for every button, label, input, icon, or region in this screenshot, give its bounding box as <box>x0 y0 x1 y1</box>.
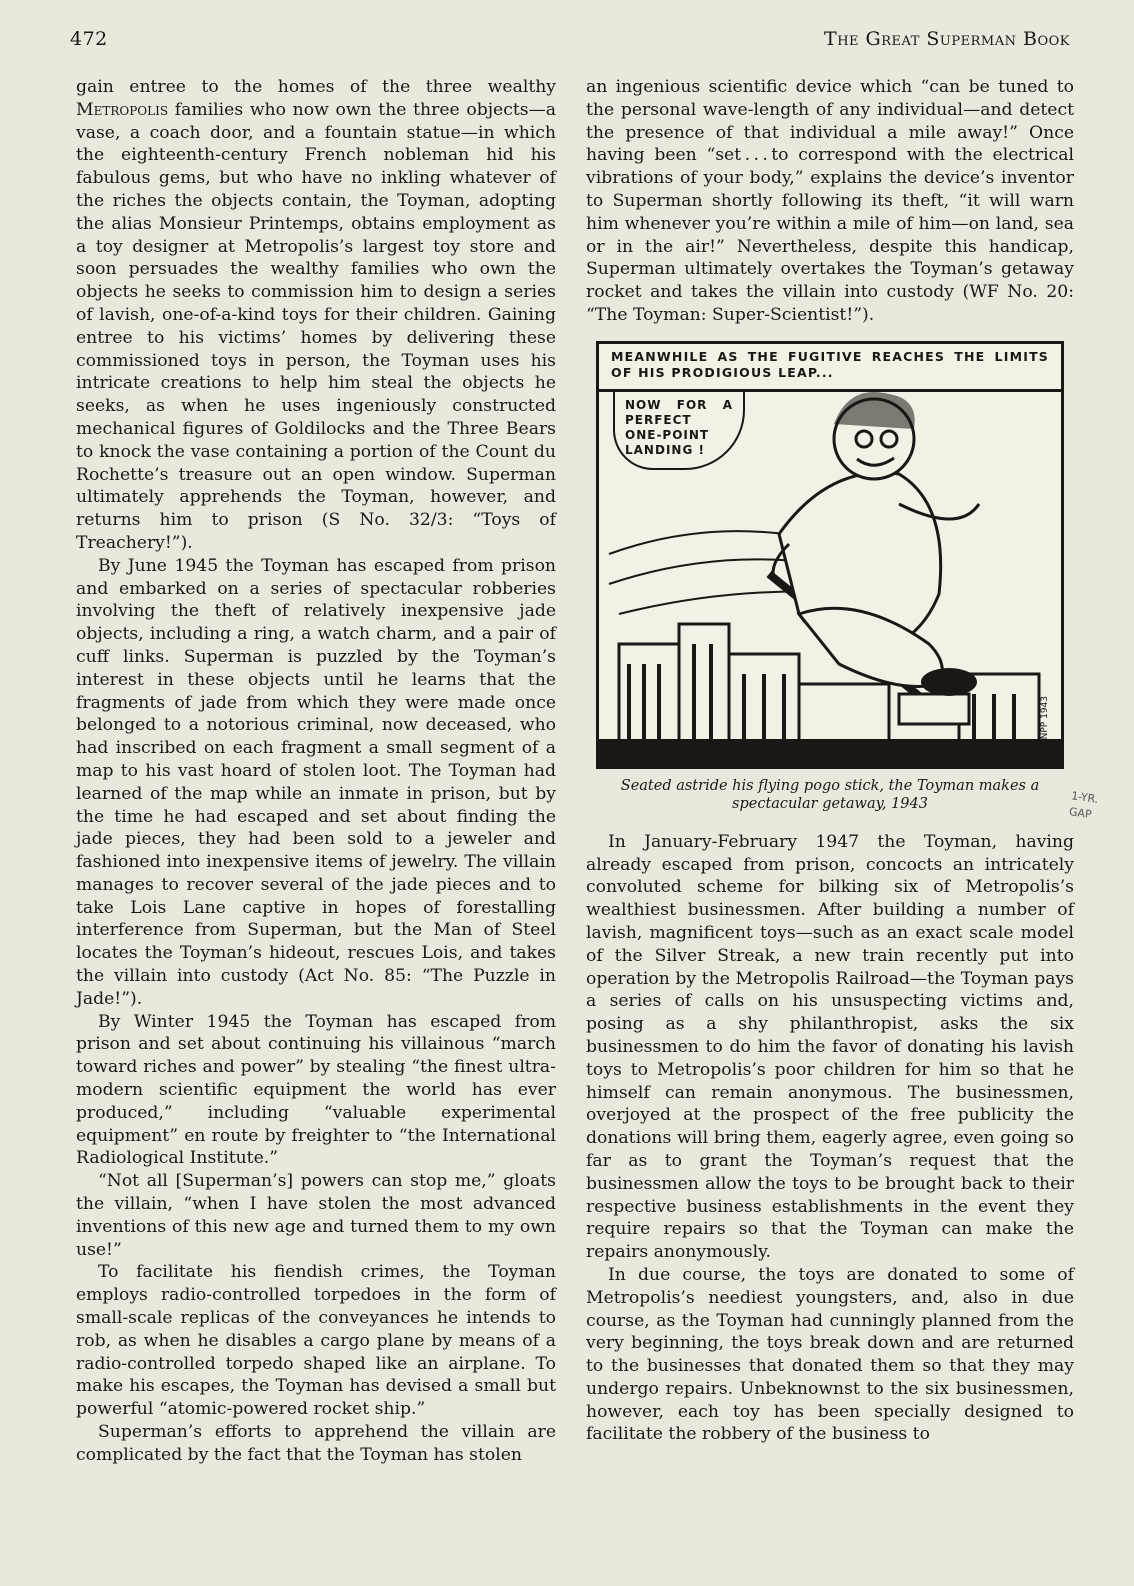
running-head: The Great Superman Book <box>824 28 1070 50</box>
text-run: families who now own the three objects—a vase, a coach door, and a fountain statue—in which the eighteenth-century French nobleman hid his fabulous gems, but who have no inkling whatever of the riches the objects contain, the Toyman, adopting the alias Monsieur Printemps, obtains employment as a toy designer at Metropolis’s largest toy store and soon persuades the wealthy families who own the objects he seeks to commission him to design a series of lavish, one-of-a-kind toys for their children. Gaining entree to his victims’ homes by delivering these commissioned toys in person, the Toyman uses his intricate creations to help him steal the objects he seeks, as when he uses ingeniously constructed mechanical figures of Goldilocks and the Three Bears to knock the vase containing a portion of the Count du Rochette’s treasure out an open window. Superman ultimately apprehends the Toyman, however, and returns him to prison (S No. 32/3: “Toys of Treachery!”). <box>76 99 556 553</box>
text-run: gain entree to the homes of the three wealthy <box>76 77 556 97</box>
figure-caption: Seated astride his flying pogo stick, the Toyman makes a spectacular getaway, 1943 <box>620 777 1040 812</box>
paragraph: “Not all [Superman’s] powers can stop me,” gloats the villain, “when I have stolen the most advanced inventions of this new age and turned them to my own use!” <box>76 1171 556 1260</box>
handwritten-margin-note <box>1068 788 1099 823</box>
page-number: 472 <box>70 28 108 50</box>
margin-note-line: 1-YR. <box>1070 789 1100 806</box>
paragraph <box>76 76 556 555</box>
text-run-smallcaps: Metropolis <box>76 99 169 120</box>
paragraph: In due course, the toys are donated to some of Metropolis’s neediest youngsters, and, also in due course, as the Toyman had cunningly planned from the very beginning, the toys break down and are returned to the businesses that donated them so that they may undergo repairs. Unbeknownst to the six businessmen, however, each toy has been specially designed to facilitate the robbery of the business to <box>586 1264 1074 1445</box>
paragraph: an ingenious scientific device which “can be tuned to the personal wave-length of any individual—and detect the presence of that individual a mile away!” Once having been “set . . . to correspond with the electrical vibrations of your body,” explains the device’s inventor to Superman shortly following its theft, “it will warn him whenever you’re within a mile of him—on land, sea or in the air!” Nevertheless, despite this handicap, Superman ultimately overtakes the Toyman’s getaway rocket and takes the villain into custody (WF No. 20: “The Toyman: Super-Scientist!”). <box>586 77 1074 325</box>
right-column <box>586 76 1074 1446</box>
copyright-notice: © NPP 1943 <box>1040 695 1051 752</box>
margin-note-line: GAP <box>1068 805 1093 822</box>
comic-panel <box>596 341 1064 769</box>
paragraph: By Winter 1945 the Toyman has escaped from prison and set about continuing his villainous “march toward riches and power” by stealing “the finest ultra-modern scientific equipment the world has ever produced,” including “valuable experimental equipment” en route by freighter to “the International Radiological Institute.” <box>76 1011 556 1169</box>
paragraph: By June 1945 the Toyman has escaped from prison and embarked on a series of spectacular robberies involving the theft of relatively inexpensive jade objects, including a ring, a watch charm, and a pair of cuff links. Superman is puzzled by the Toyman’s interest in these objects until he learns that the fragments of jade from which they were made once belonged to a notorious criminal, now deceased, who had inscribed on each fragment a small segment of a map to his vast hoard of stolen loot. The Toyman had learned of the map while an inmate in prison, but by the time he had escaped and set about finding the jade pieces, they had been sold to a jeweler and fashioned into inexpensive items of jewelry. The villain manages to recover several of the jade pieces and to take Lois Lane captive in hopes of forestalling interference from Superman, but the Man of Steel locates the Toyman’s hideout, rescues Lois, and takes the villain into custody (Act No. 85: “The Puzzle in Jade!”). <box>76 555 556 1009</box>
left-column <box>76 76 556 1467</box>
paragraph: In January-February 1947 the Toyman, having already escaped from prison, concocts an intricately convoluted scheme for bilking six of Metropolis’s wealthiest businessmen. After building a number of lavish, magnificent toys—such as an exact scale model of the Silver Streak, a new train recently put into operation by the Metropolis Railroad—the Toyman pays a series of calls on his unsuspecting victims and, posing as a shy philanthropist, asks the six businessmen to do him the favor of donating his lavish toys to Metropolis’s poor children for him so that he himself can remain anonymous. The businessmen, overjoyed at the prospect of the free publicity the donations will bring them, eagerly agree, even going so far as to grant the Toyman’s request that the businessmen allow the toys to be brought back to their respective business establishments in the event they require repairs so that the Toyman can make the repairs anonymously. <box>586 831 1074 1263</box>
paragraph: Superman’s efforts to apprehend the villain are complicated by the fact that the Toyman has stolen <box>76 1422 556 1465</box>
paragraph: To facilitate his fiendish crimes, the Toyman employs radio-controlled torpedoes in the form of small-scale replicas of the conveyances he intends to rob, as when he disables a cargo plane by means of a radio-controlled torpedo shaped like an airplane. To make his escapes, the Toyman has devised a small but powerful “atomic-powered rocket ship.” <box>76 1262 556 1420</box>
narration-box: MEANWHILE AS THE FUGITIVE REACHES THE LIMITS OF HIS PRODIGIOUS LEAP... <box>599 344 1061 392</box>
speech-balloon: NOW FOR A PERFECT ONE-POINT LANDING ! <box>613 392 745 470</box>
